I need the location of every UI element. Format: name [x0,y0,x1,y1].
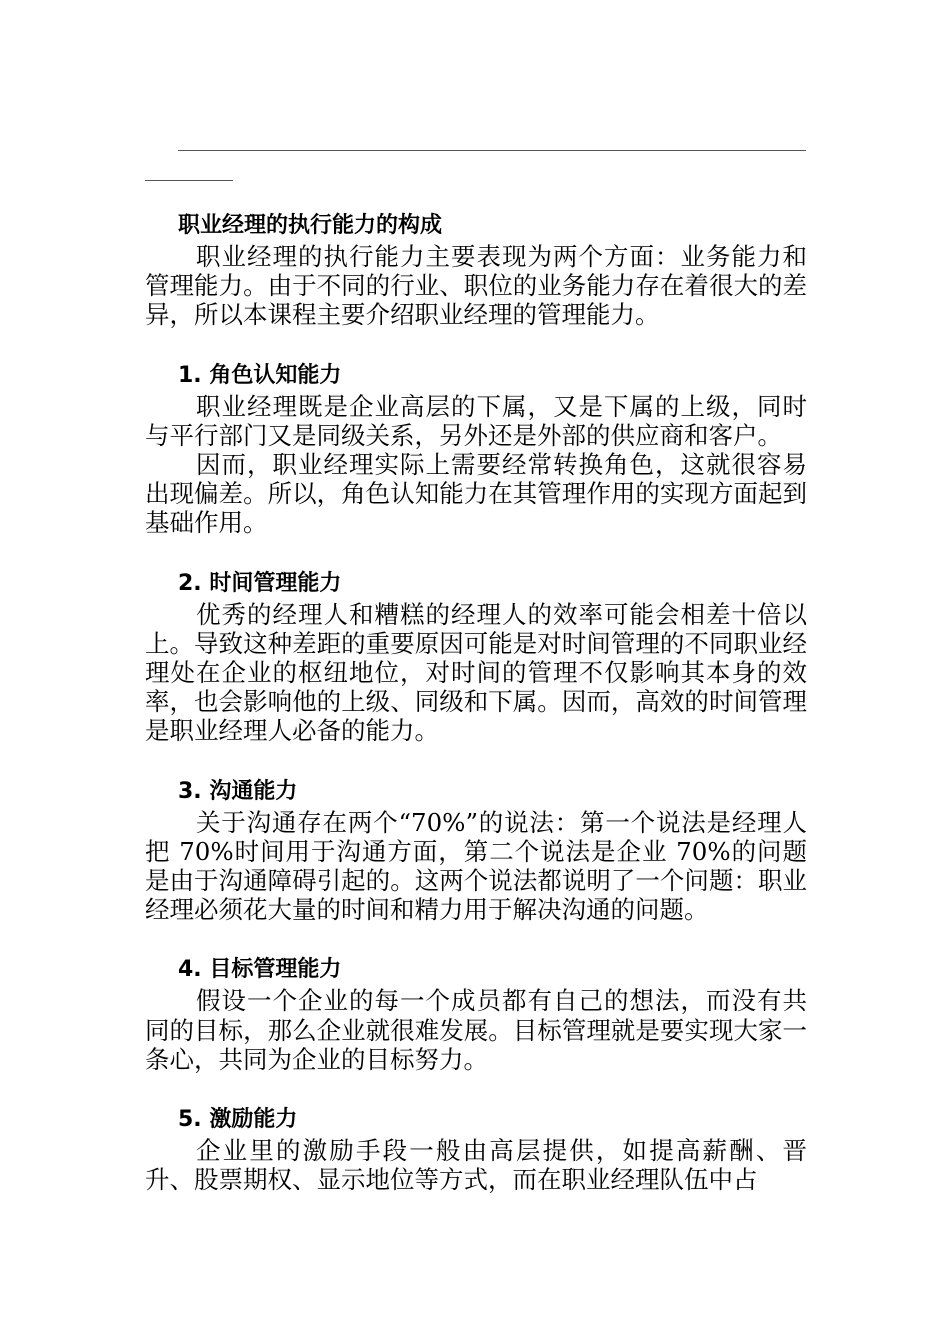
section-paragraph: 假设一个企业的每一个成员都有自己的想法，而没有共同的目标，那么企业就很难发展。目标管理就是要实现大家一条心，共同为企业的目标努力。 [145,986,807,1074]
section-heading-motivation: 5. 激励能力 [178,1107,298,1133]
document-title: 职业经理的执行能力的构成 [178,213,443,238]
document-body [145,210,807,1194]
section-heading-time: 2. 时间管理能力 [178,570,342,596]
section-paragraph: 职业经理既是企业高层的下属，又是下属的上级，同时与平行部门又是同级关系，另外还是外部的供应商和客户。 [145,391,807,450]
intro-paragraph: 职业经理的执行能力主要表现为两个方面：业务能力和管理能力。由于不同的行业、职位的业务能力存在着很大的差异，所以本课程主要介绍职业经理的管理能力。 [145,242,807,330]
header-rule-long [178,150,806,151]
section-heading-communication: 3. 沟通能力 [178,778,298,804]
section-paragraph: 关于沟通存在两个“70%”的说法：第一个说法是经理人把 70%时间用于沟通方面，第二个说法是企业 70%的问题是由于沟通障碍引起的。这两个说法都说明了一个问题：职业经理必须花大量的时间和精力用于解决沟通的问题。 [145,807,807,925]
section-paragraph: 因而，职业经理实际上需要经常转换角色，这就很容易出现偏差。所以，角色认知能力在其管理作用的实现方面起到基础作用。 [145,450,807,538]
section-paragraph: 企业里的激励手段一般由高层提供，如提高薪酬、晋升、股票期权、显示地位等方式，而在职业经理队伍中占 [145,1136,807,1195]
section-heading-goals: 4. 目标管理能力 [178,957,342,983]
section-paragraph: 优秀的经理人和糟糕的经理人的效率可能会相差十倍以上。导致这种差距的重要原因可能是对时间管理的不同职业经理处在企业的枢纽地位，对时间的管理不仅影响其本身的效率，也会影响他的上级、同级和下属。因而，高效的时间管理是职业经理人必备的能力。 [145,599,807,746]
section-heading-role: 1. 角色认知能力 [178,362,342,388]
header-rule-short [145,180,233,181]
